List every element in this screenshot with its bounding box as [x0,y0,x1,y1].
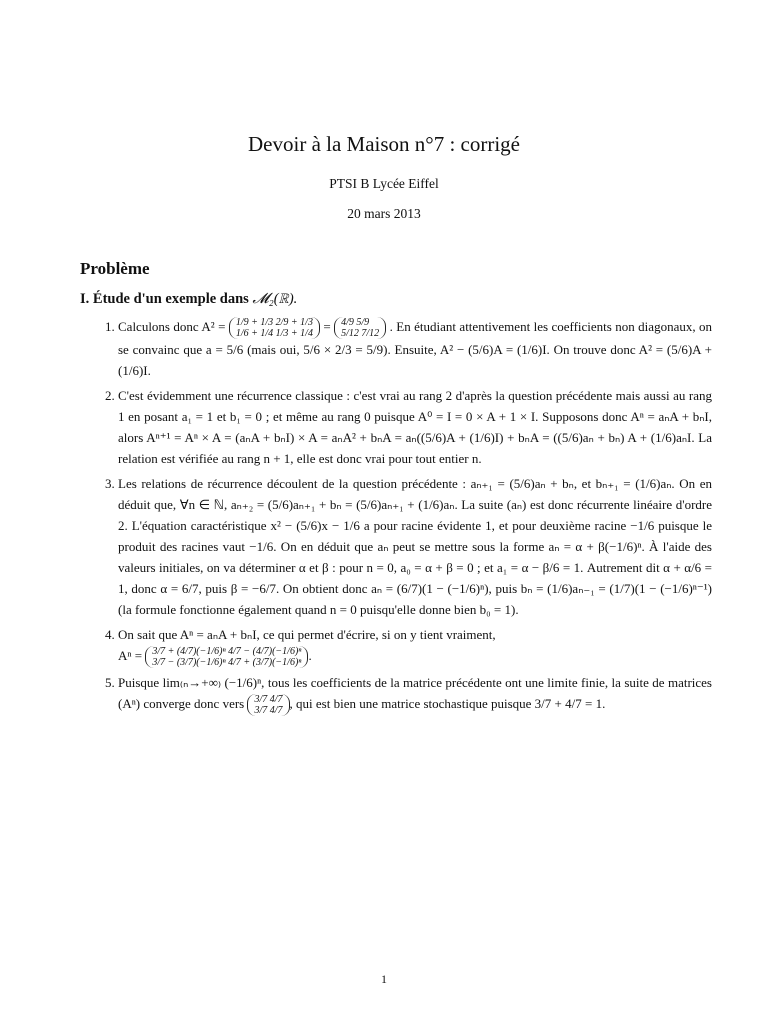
document-date: 20 mars 2013 [347,206,421,221]
item-4-matrix [145,646,308,668]
item-5-matrix [247,694,289,716]
item-5-tail: , qui est bien une matrice stochastique puisque 3/7 + 4/7 = 1. [289,696,606,712]
document-title: Devoir à la Maison n°7 : corrigé [248,132,520,156]
item-2-text: C'est évidemment une récurrence classique : c'est vrai au rang 2 d'après la question précédente mais aussi au rang 1 en posant a₁ = 1 et b₁ = 0 ; et même au rang 0 puisque A⁰ = I = 0 × A + 1 × I. Supposons donc Aⁿ = aₙA + bₙI, alors Aⁿ⁺¹ = Aⁿ × A = (aₙA + bₙI) × A = aₙA² + bₙA = aₙ((5/6)A + (1/6)I) + bₙA = ((5/6)aₙ + bₙ) A + (1/6)aₙI. La relation est vérifiée au rang n + 1, elle est donc vrai pour tout entier n. [118,388,712,467]
answer-item-4 [118,624,712,668]
item-4-tail: . [308,648,312,664]
item-1-matrix-right-row-1: 4/9 5/9 [341,317,370,329]
page-number: 1 [381,972,387,986]
item-3-text: Les relations de récurrence découlent de la question précédente : aₙ₊₁ = (5/6)aₙ + bₙ, et bₙ₊₁ = (1/6)aₙ. On en déduit que, ∀n ∈ ℕ, aₙ₊₂ = (5/6)aₙ₊₁ + bₙ = (5/6)aₙ₊₁ + (1/6)aₙ. La suite (aₙ) est donc récurrente linéaire d'ordre 2. L'équation caractéristique x² − (5/6)x − 1/6 a pour racine évidente 1, et pour deuxième racine −1/6 puisque le produit des racines vaut −1/6. On en déduit que aₙ peut se mettre sous la forme aₙ = α + β(−1/6)ⁿ. À l'aide des valeurs initiales, on va déterminer α et β : pour n = 0, a₀ = α + β = 0 ; et a₁ = α − β/6 = 1. Autrement dit α + α/6 = 1, donc α = 6/7, puis β = −6/7. On obtient donc aₙ = (6/7)(1 − (−1/6)ⁿ), puis bₙ = (1/6)aₙ₋₁ = (1/7)(1 − (−1/6)ⁿ⁻¹) (la formule fonctionne également quand n = 0 puisqu'elle donne bien b₀ = 1). [118,476,712,618]
item-1-text: . En étudiant attentivement les coefficients non diagonaux, on se convainc que a = 5/6 (mais oui, 5/6 × 2/3 = 5/9). Ensuite, A² − (5/6)A = (1/6)I. On trouve donc A² = (5/6)A + (1/6)I. [118,319,713,379]
part-heading [80,291,297,308]
item-5-matrix-row-1: 3/7 4/7 [254,694,283,706]
answer-item-2 [118,385,712,469]
answer-item-1: 1. Calculons donc A² = 1/9 + 1/3 2/9 + 1/3 1/6 + 1/4 1/3 + 1/4 = 4/9 5/9 5/12 7/12 . En étudiant attentivement les coefficients non diagonaux, on se convainc que a = 5/6 (mais oui, 5/6 × 2/3 = 5/9). Ensuite, A² − (5/6)A = (1/6)I. On trouve donc A² = (5/6)A + (1/6)I. [118,316,712,381]
item-4-lead: On sait que Aⁿ = aₙA + bₙI, ce qui permet d'écrire, si on y tient vraiment, [118,627,496,643]
document-subtitle: PTSI B Lycée Eiffel [329,176,439,191]
item-4-matrix-row-2: 3/7 − (3/7)(−1/6)ⁿ 4/7 + (3/7)(−1/6)ⁿ [152,657,302,669]
item-1-matrix-left [229,317,320,339]
answer-item-3 [118,473,712,620]
item-1-matrix-left-row-2: 1/6 + 1/4 1/3 + 1/4 [235,328,313,340]
item-4-matrix-row-1: 3/7 + (4/7)(−1/6)ⁿ 4/7 − (4/7)(−1/6)ⁿ [152,646,302,658]
item-4-lhs: Aⁿ = [118,648,143,664]
answer-item-5 [118,672,712,716]
item-5-lead: Puisque lim₍ₙ→+∞₎ (−1/6)ⁿ, tous les coefficients de la matrice précédente ont une limite finie, la suite de matrices (Aⁿ) converge donc vers [118,675,712,712]
answer-list [96,316,712,720]
item-1-matrix-right [334,317,386,339]
part-heading-math: 𝓜₂(ℝ). [252,291,298,307]
item-1-lead: Calculons donc A² = [118,319,226,334]
item-1-matrix-right-row-2: 5/12 7/12 [341,328,380,340]
part-heading-text: I. Étude d'un exemple dans [80,291,249,307]
item-1-matrix-left-row-1: 1/9 + 1/3 2/9 + 1/3 [235,317,313,329]
item-5-matrix-row-2: 3/7 4/7 [254,705,283,717]
problem-heading: Problème [80,259,150,278]
